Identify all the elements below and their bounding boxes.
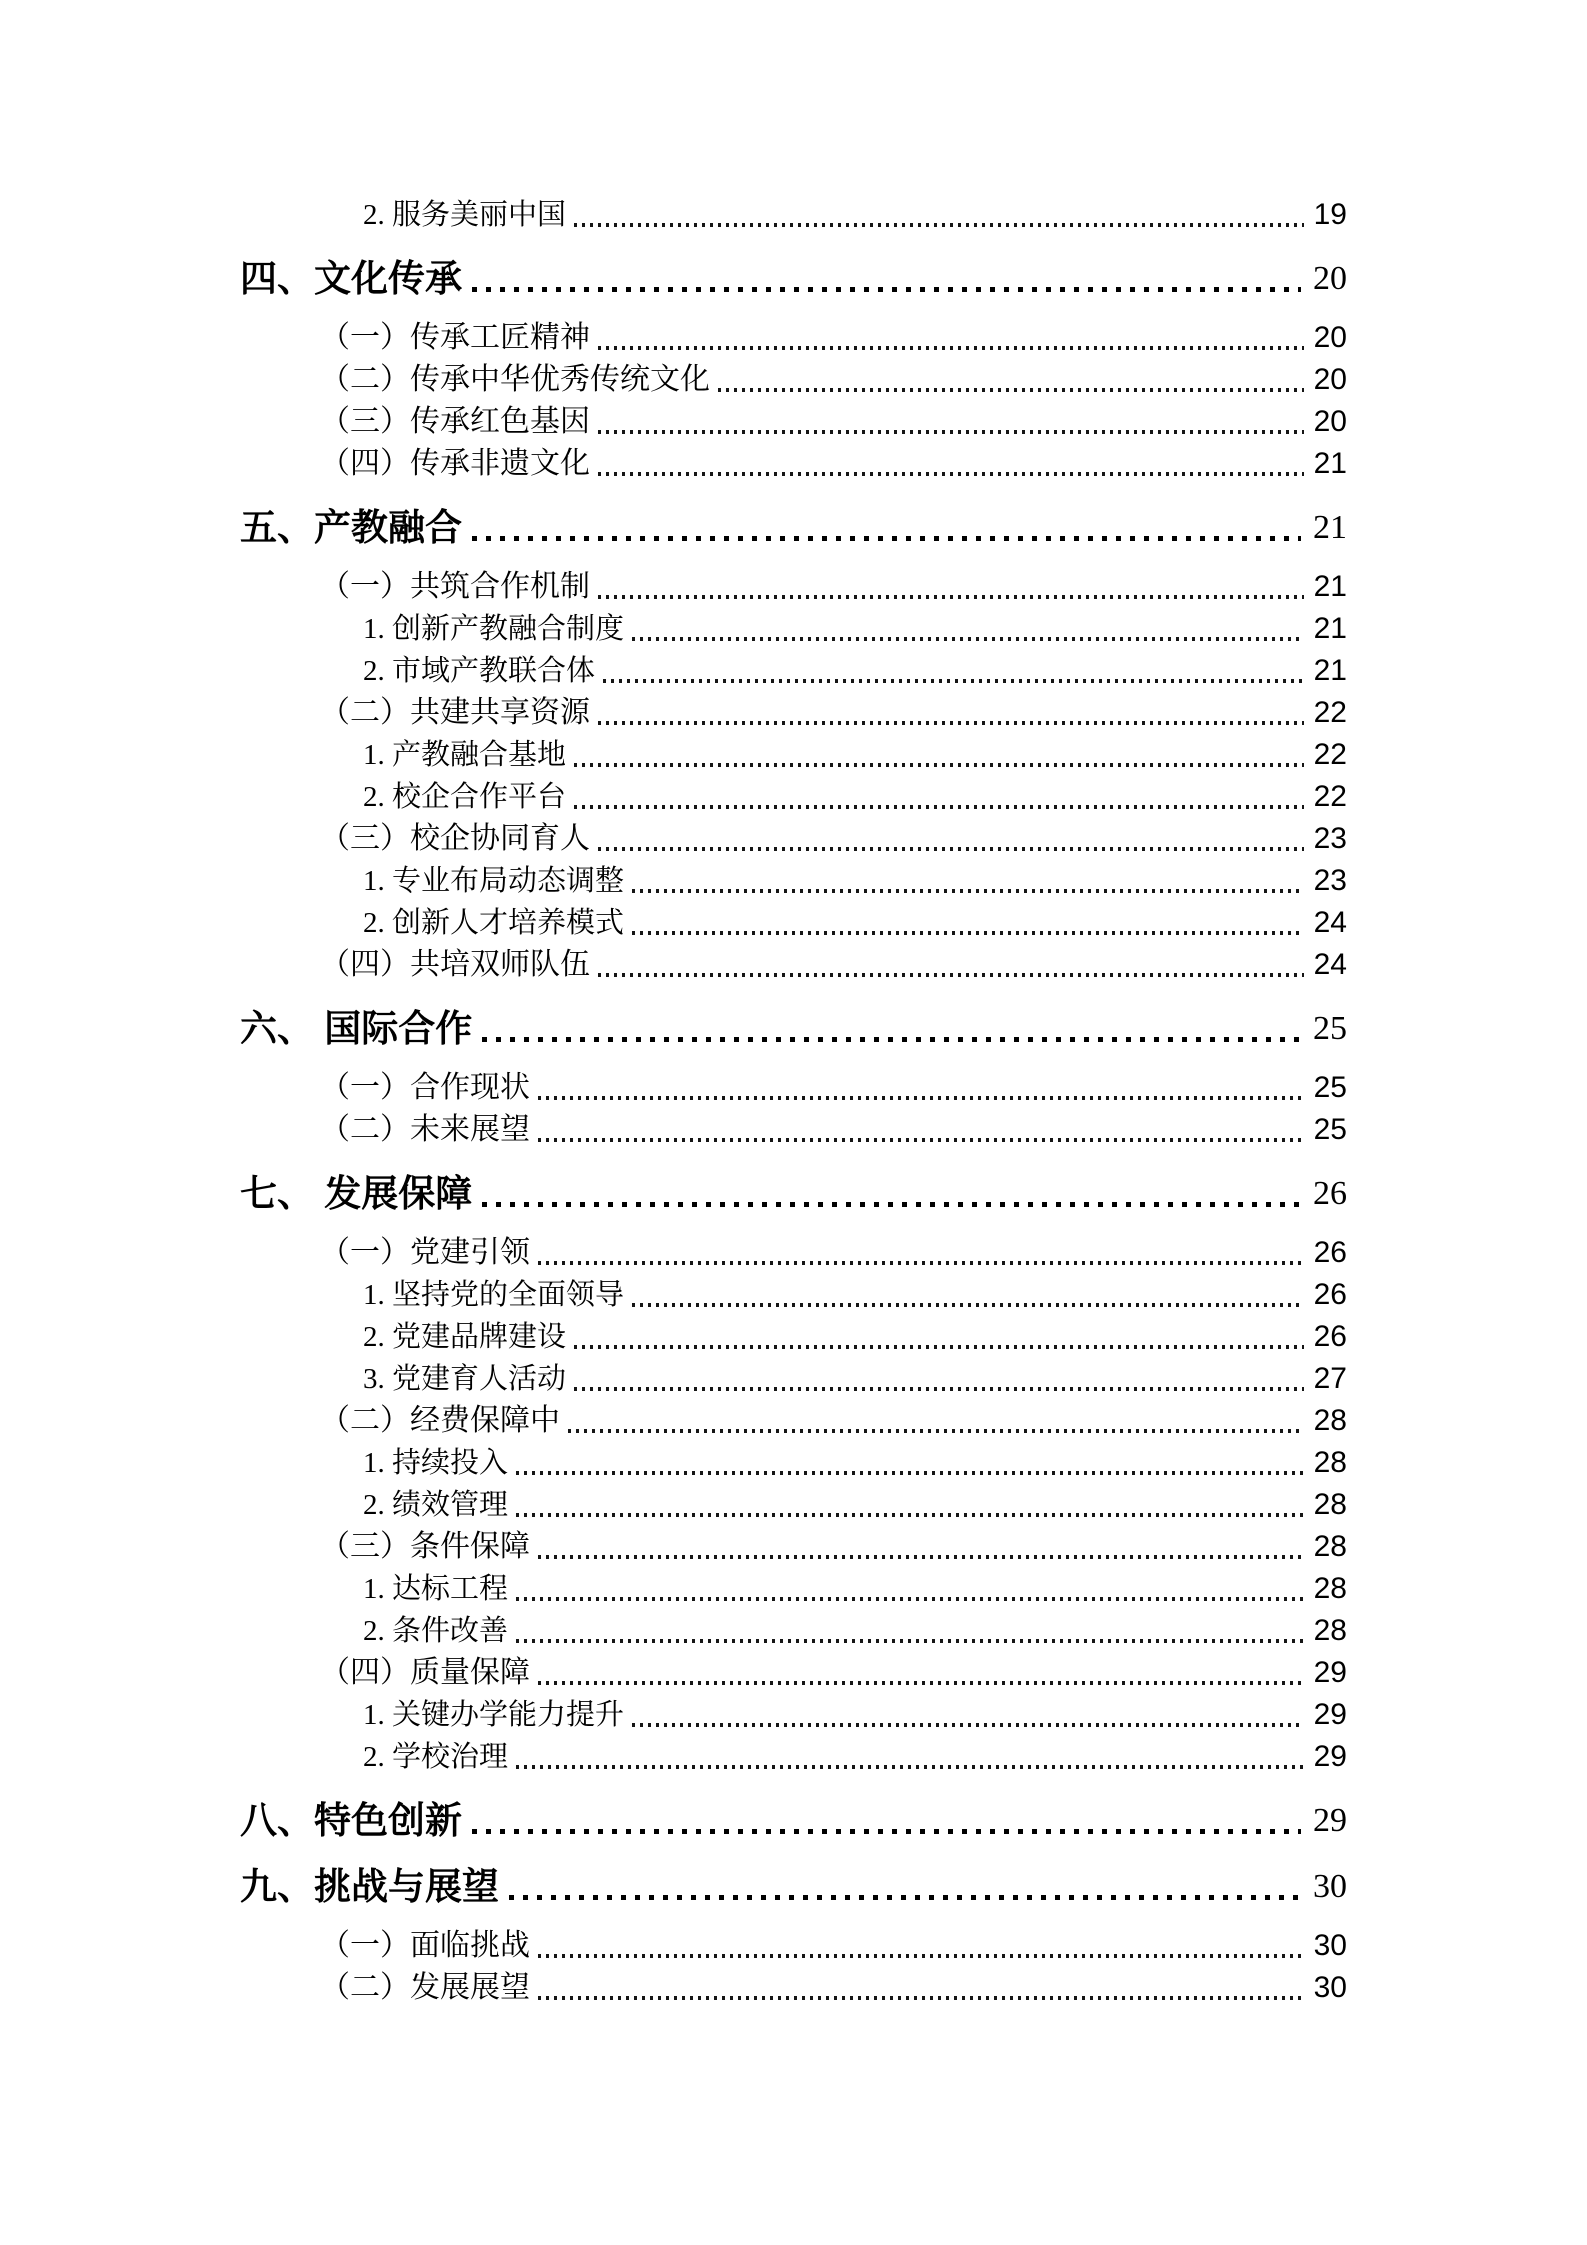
toc-entry[interactable] [320, 1400, 1347, 1442]
toc-entry-label: 2. 党建品牌建设 [363, 1321, 567, 1353]
toc-entry-label: （一）传承工匠精神 [320, 321, 590, 354]
toc-entry-label: （二）传承中华优秀传统文化 [320, 363, 710, 396]
dot-leader [538, 1996, 1304, 2000]
toc-entry-label: 3. 党建育人活动 [363, 1363, 567, 1395]
toc-entry[interactable] [320, 443, 1347, 485]
dot-leader [516, 1513, 1304, 1517]
dot-leader [632, 931, 1304, 935]
dot-leader [718, 388, 1304, 392]
dot-leader [598, 595, 1304, 599]
toc-entry[interactable] [363, 1736, 1347, 1778]
dot-leader [603, 679, 1304, 683]
toc-page-number: 24 [1313, 948, 1347, 981]
toc-entry-label: 1. 达标工程 [363, 1573, 509, 1605]
toc-page-number: 24 [1313, 906, 1347, 939]
toc-entry[interactable] [320, 692, 1347, 734]
toc-page-number: 25 [1313, 1071, 1347, 1104]
dot-leader [574, 1345, 1304, 1349]
dot-leader [516, 1471, 1304, 1475]
toc-entry-label: 2. 绩效管理 [363, 1489, 509, 1521]
dot-leader [598, 430, 1304, 434]
toc-entry-label: （一）共筑合作机制 [320, 570, 590, 603]
toc-page-number: 30 [1313, 1929, 1347, 1962]
toc-page-number: 21 [1313, 654, 1347, 687]
toc-entry-label: （四）共培双师队伍 [320, 948, 590, 981]
toc-entry[interactable] [240, 1006, 1347, 1052]
dot-leader [574, 223, 1304, 227]
toc-entry-label: （二）未来展望 [320, 1113, 530, 1146]
toc-entry[interactable] [363, 608, 1347, 650]
toc-entry-label: 2. 市域产教联合体 [363, 655, 596, 687]
toc-page-number: 21 [1313, 509, 1347, 546]
dot-leader [538, 1261, 1304, 1265]
dot-leader [538, 1954, 1304, 1958]
toc-entry[interactable] [320, 317, 1347, 359]
toc-entry[interactable] [320, 359, 1347, 401]
toc-entry-label: 六、 国际合作 [240, 1008, 473, 1049]
dot-leader [632, 889, 1304, 893]
toc-entry[interactable] [363, 1694, 1347, 1736]
toc-entry-label: 1. 产教融合基地 [363, 739, 567, 771]
toc-entry[interactable] [320, 1925, 1347, 1967]
toc-entry-label: 1. 关键办学能力提升 [363, 1699, 625, 1731]
toc-page-number: 19 [1313, 198, 1347, 231]
toc-entry-label: （二）发展展望 [320, 1971, 530, 2004]
toc-entry-label: 四、文化传承 [240, 258, 462, 299]
toc-entry[interactable] [240, 505, 1347, 551]
toc-entry[interactable] [240, 1798, 1347, 1844]
toc-entry-label: 2. 条件改善 [363, 1615, 509, 1647]
toc-entry[interactable] [320, 1232, 1347, 1274]
toc-entry-label: （一）合作现状 [320, 1071, 530, 1104]
dot-leader [538, 1096, 1304, 1100]
toc-entry-label: 2. 创新人才培养模式 [363, 907, 625, 939]
toc-entry-label: 五、产教融合 [240, 507, 462, 548]
dot-leader [538, 1555, 1304, 1559]
toc-entry[interactable] [363, 650, 1347, 692]
dot-leader [509, 1895, 1301, 1900]
toc-page-number: 22 [1313, 738, 1347, 771]
toc-entry[interactable] [320, 1109, 1347, 1151]
toc-entry[interactable] [320, 1526, 1347, 1568]
toc-page-number: 25 [1313, 1010, 1347, 1047]
toc-entry-label: （三）条件保障 [320, 1530, 530, 1563]
toc-page-number: 22 [1313, 780, 1347, 813]
toc-page-number: 29 [1313, 1656, 1347, 1689]
toc-page-number: 20 [1313, 363, 1347, 396]
toc-entry-label: （二）共建共享资源 [320, 696, 590, 729]
toc-entry[interactable] [320, 1067, 1347, 1109]
toc-page-number: 27 [1313, 1362, 1347, 1395]
dot-leader [472, 287, 1301, 292]
dot-leader [598, 721, 1304, 725]
toc-page-number: 26 [1313, 1175, 1347, 1212]
table-of-contents [240, 194, 1347, 2009]
toc-page-number: 28 [1313, 1614, 1347, 1647]
dot-leader [632, 1303, 1304, 1307]
toc-entry-label: 1. 专业布局动态调整 [363, 865, 625, 897]
toc-page-number: 30 [1313, 1971, 1347, 2004]
toc-entry-label: （四）质量保障 [320, 1656, 530, 1689]
toc-entry-label: （三）校企协同育人 [320, 822, 590, 855]
toc-entry[interactable] [363, 194, 1347, 236]
toc-page-number: 23 [1313, 822, 1347, 855]
dot-leader [482, 1202, 1301, 1207]
toc-entry-label: （三）传承红色基因 [320, 405, 590, 438]
toc-page-number: 21 [1313, 612, 1347, 645]
toc-entry[interactable] [363, 1568, 1347, 1610]
toc-entry[interactable] [320, 944, 1347, 986]
toc-page-number: 28 [1313, 1530, 1347, 1563]
toc-page-number: 30 [1313, 1868, 1347, 1905]
toc-entry-label: （二）经费保障中 [320, 1404, 560, 1437]
toc-entry[interactable] [363, 1484, 1347, 1526]
toc-page-number: 23 [1313, 864, 1347, 897]
dot-leader [516, 1597, 1304, 1601]
toc-page-number: 25 [1313, 1113, 1347, 1146]
toc-entry[interactable] [320, 401, 1347, 443]
toc-entry-label: 1. 持续投入 [363, 1447, 509, 1479]
toc-page-number: 28 [1313, 1404, 1347, 1437]
toc-page-number: 29 [1313, 1740, 1347, 1773]
dot-leader [632, 637, 1304, 641]
toc-page-number: 21 [1313, 447, 1347, 480]
toc-page-number: 29 [1313, 1698, 1347, 1731]
toc-entry-label: 1. 坚持党的全面领导 [363, 1279, 625, 1311]
toc-page-number: 21 [1313, 570, 1347, 603]
toc-page-number: 20 [1313, 405, 1347, 438]
toc-page-number: 28 [1313, 1446, 1347, 1479]
toc-page-number: 20 [1313, 260, 1347, 297]
dot-leader [568, 1429, 1304, 1433]
toc-entry-label: 2. 服务美丽中国 [363, 199, 567, 231]
toc-entry[interactable] [363, 1274, 1347, 1316]
toc-page-number: 26 [1313, 1236, 1347, 1269]
toc-entry-label: 九、挑战与展望 [240, 1866, 499, 1907]
toc-entry[interactable] [320, 566, 1347, 608]
toc-page-number: 22 [1313, 696, 1347, 729]
toc-entry[interactable] [320, 1967, 1347, 2009]
dot-leader [538, 1681, 1304, 1685]
dot-leader [516, 1765, 1304, 1769]
toc-entry-label: 七、 发展保障 [240, 1173, 473, 1214]
toc-entry[interactable] [363, 902, 1347, 944]
dot-leader [574, 1387, 1304, 1391]
toc-entry[interactable] [240, 1864, 1347, 1910]
toc-entry[interactable] [363, 1442, 1347, 1484]
dot-leader [516, 1639, 1304, 1643]
dot-leader [538, 1138, 1304, 1142]
toc-entry-label: 1. 创新产教融合制度 [363, 613, 625, 645]
toc-entry[interactable] [363, 1316, 1347, 1358]
toc-entry[interactable] [363, 1610, 1347, 1652]
toc-entry-label: 2. 学校治理 [363, 1741, 509, 1773]
toc-entry[interactable] [320, 818, 1347, 860]
dot-leader [472, 1829, 1301, 1834]
toc-entry[interactable] [320, 1652, 1347, 1694]
toc-page-number: 20 [1313, 321, 1347, 354]
dot-leader [574, 763, 1304, 767]
toc-page-number: 28 [1313, 1488, 1347, 1521]
dot-leader [598, 847, 1304, 851]
toc-entry[interactable] [240, 256, 1347, 302]
toc-page-number: 26 [1313, 1320, 1347, 1353]
toc-entry[interactable] [363, 776, 1347, 818]
dot-leader [632, 1723, 1304, 1727]
dot-leader [574, 805, 1304, 809]
toc-page-number: 29 [1313, 1802, 1347, 1839]
toc-entry-label: （一）党建引领 [320, 1236, 530, 1269]
dot-leader [482, 1037, 1301, 1042]
dot-leader [472, 536, 1301, 541]
dot-leader [598, 346, 1304, 350]
dot-leader [598, 973, 1304, 977]
toc-entry-label: （一）面临挑战 [320, 1929, 530, 1962]
toc-entry-label: 2. 校企合作平台 [363, 781, 567, 813]
toc-page-number: 26 [1313, 1278, 1347, 1311]
toc-page-number: 28 [1313, 1572, 1347, 1605]
toc-entry[interactable] [363, 1358, 1347, 1400]
toc-entry-label: 八、特色创新 [240, 1800, 462, 1841]
toc-entry[interactable] [363, 860, 1347, 902]
toc-entry[interactable] [363, 734, 1347, 776]
dot-leader [598, 472, 1304, 476]
toc-entry[interactable] [240, 1171, 1347, 1217]
toc-entry-label: （四）传承非遗文化 [320, 447, 590, 480]
